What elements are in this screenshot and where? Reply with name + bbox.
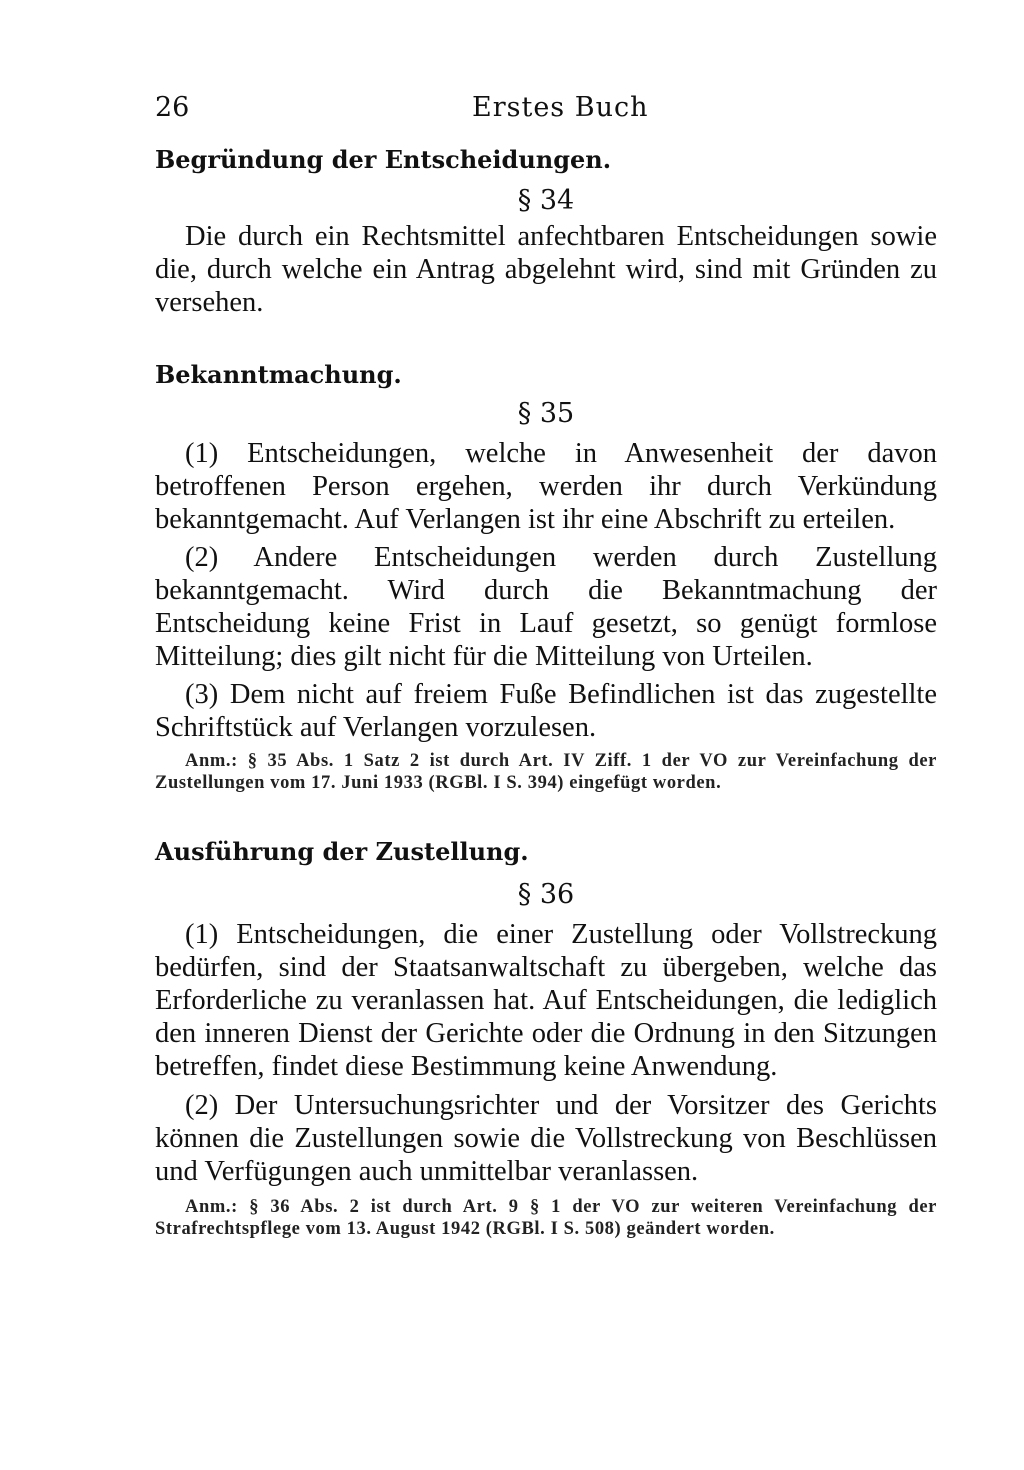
paragraph-number: § 34 <box>517 185 575 216</box>
section-34 <box>155 140 937 319</box>
section-heading: Ausführung der Zustellung. <box>155 837 529 866</box>
paragraph-text: (2) Der Untersuchungsrichter und der Vorsitzer des Gerichts können die Zustellungen sowie die Vollstreckung von Beschlüssen und Verfügungen auch unmittelbar veranlassen. <box>155 1090 937 1187</box>
book-title: Erstes Buch <box>472 92 649 123</box>
paragraph-number: § 36 <box>517 879 575 910</box>
annotation-label: Anm.: <box>185 1197 238 1217</box>
paragraph-text: (1) Entscheidungen, die einer Zustellung oder Vollstreckung bedürfen, sind der Staatsanwaltschaft zu übergeben, welche das Erforderliche zu veranlassen hat. Auf Entscheidungen, die lediglich den inneren Dienst der Gerichte oder die Ordnung in den Sitzungen betreffen, findet diese Bestimmung keine Anwendung. <box>155 919 937 1082</box>
paragraph-text: (3) Dem nicht auf freiem Fuße Befindlichen ist das zugestellte Schriftstück auf Verlangen vorzulesen. <box>155 679 937 743</box>
section-heading: Bekanntmachung. <box>155 360 402 389</box>
paragraph-text: (1) Entscheidungen, welche in Anwesenheit der davon betroffenen Person ergehen, werden ihr durch Verkündung bekanntgemacht. Auf Verlangen ist ihr eine Abschrift zu erteilen. <box>155 438 937 535</box>
annotation-label: Anm.: <box>185 751 238 771</box>
page-number: 26 <box>155 92 190 123</box>
paragraph-text: (2) Andere Entscheidungen werden durch Zustellung bekanntgemacht. Wird durch die Bekanntmachung der Entscheidung keine Frist in Lauf gesetzt, so genügt formlose Mitteilung; dies gilt nicht für die Mitteilung von Urteilen. <box>155 542 937 672</box>
paragraph-number: § 35 <box>517 398 575 429</box>
section-heading: Begründung der Entscheidungen. <box>155 145 612 174</box>
section-36 <box>155 832 937 1240</box>
section-35 <box>155 355 937 794</box>
paragraph-text: Die durch ein Rechtsmittel anfechtbaren Entscheidungen sowie die, durch welche ein Antrag abgelehnt wird, sind mit Gründen zu versehen. <box>155 221 937 318</box>
annotation-text: § 36 Abs. 2 ist durch Art. 9 § 1 der VO zur weiteren Vereinfachung der Strafrechtspflege vom 13. August 1942 (RGBl. I S. 508) geändert worden. <box>155 1197 937 1239</box>
running-head <box>155 80 937 136</box>
page-content <box>155 80 937 1240</box>
annotation-text: § 35 Abs. 1 Satz 2 ist durch Art. IV Ziff. 1 der VO zur Vereinfachung der Zustellungen vom 17. Juni 1933 (RGBl. I S. 394) eingefügt worden. <box>155 751 937 793</box>
annotation <box>155 1196 937 1240</box>
annotation <box>155 750 937 794</box>
